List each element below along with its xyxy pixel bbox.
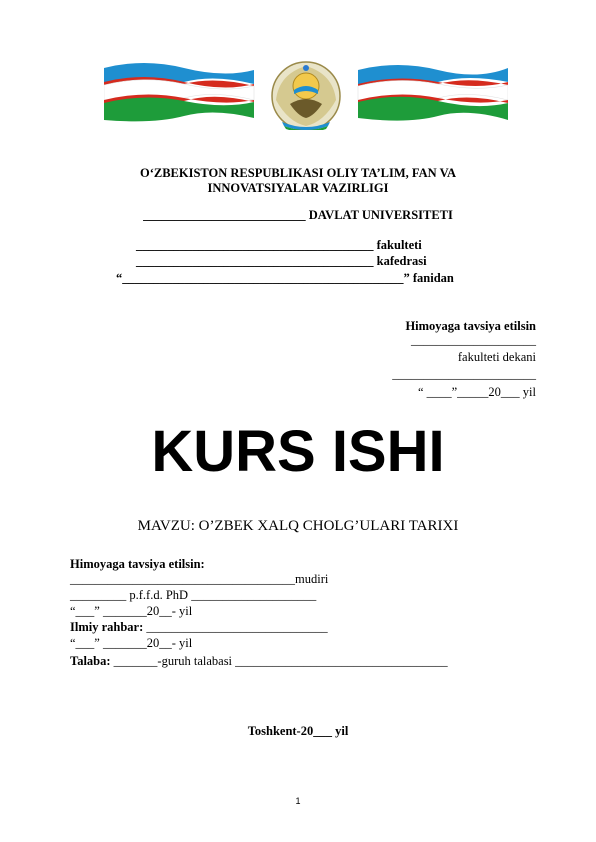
advisor-line [70,620,328,635]
student-label: Talaba: [70,654,111,668]
approval-blank-right-1: ____________________ [411,333,536,347]
student-line [70,654,448,669]
page-number: 1 [295,796,301,806]
university-line: __________________________ DAVLAT UNIVERSITETI [143,208,453,222]
faculty-line: ______________________________________ fakulteti [136,238,422,252]
advisor-blank: _____________________________ [143,620,328,634]
dean-label: fakulteti dekani [457,350,536,364]
approval-date-left-2: “___” _______20__- yil [70,636,193,650]
approval-date-left-1: “___” _______20__- yil [70,604,193,618]
approval-date-right: “ ____”_____20___ yil [417,385,536,399]
head-blank: ____________________________________ [70,572,295,586]
head-label: mudiri [295,572,329,586]
student-text: _______-guruh talabasi __________________________________ [110,654,448,668]
ministry-name [0,166,596,196]
approval-title-right: Himoyaga tavsiya etilsin [405,319,536,333]
topic-line: MAVZU: O’ZBEK XALQ CHOLG’ULARI TARIXI [137,518,459,534]
department-head-line [70,572,328,587]
state-emblem-with-flags [104,60,508,130]
degree-text: p.f.f.d. PhD [126,588,192,602]
approval-blank-right-2: _______________________ [392,367,536,381]
degree-blank-2: ____________________ [191,588,317,602]
ministry-line-2: INNOVATSIYALAR VAZIRLIGI [207,181,389,195]
document-title: KURS ISHI [151,419,445,484]
degree-blank-1: _________ [70,588,127,602]
approval-title-left: Himoyaga tavsiya etilsin: [70,557,205,571]
degree-line [70,588,316,603]
advisor-label: Ilmiy rahbar: [70,620,144,634]
city-year: Toshkent-20___ yil [247,724,349,738]
ministry-line-1: O‘ZBEKISTON RESPUBLIKASI OLIY TA’LIM, FAN VA [139,166,457,180]
department-line: ______________________________________ kafedrasi [136,254,427,268]
subject-line: “_____________________________________________” fanidan [116,271,454,285]
